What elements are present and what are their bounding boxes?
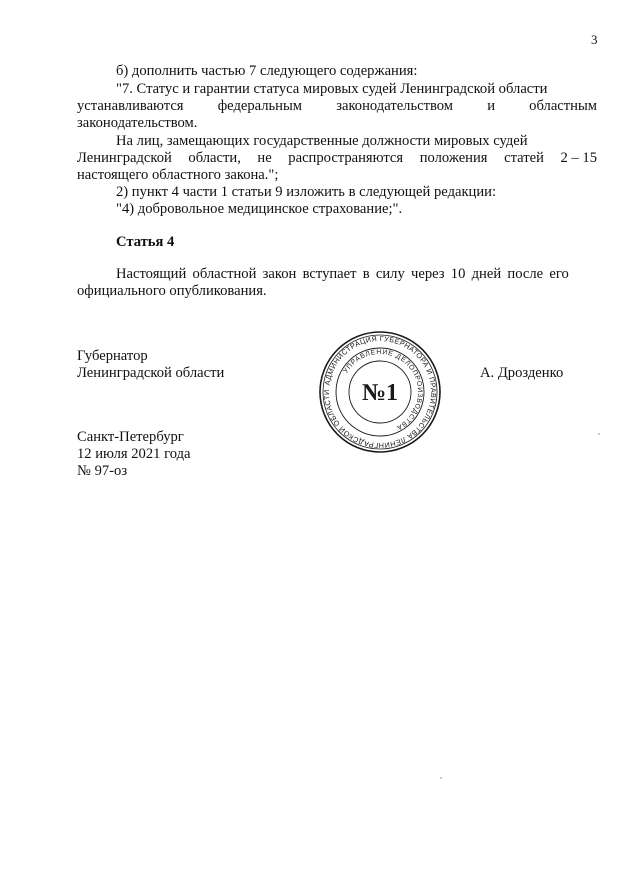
paragraph-part7-line3: законодательством. [77,115,198,131]
page-number: 3 [591,32,598,47]
paragraph-entry-force-line2: официального опубликования. [77,283,267,299]
footer-law-number: № 97-оз [77,463,128,479]
paragraph-persons-line3: настоящего областного закона."; [77,167,279,183]
paragraph-insurance: "4) добровольное медицинское страхование;". [116,201,403,217]
signatory-title-line1: Губернатор [77,348,148,364]
paragraph-point4: 2) пункт 4 части 1 статьи 9 изложить в следующей редакции: [116,184,497,200]
seal-inner-text: УПРАВЛЕНИЕ ДЕЛОПРОИЗВОДСТВА [342,348,424,432]
paragraph-amend-part7: б) дополнить частью 7 следующего содержания: [116,63,418,79]
paragraph-persons-line1: На лиц, замещающих государственные должности мировых судей [116,133,528,149]
paragraph-part7-line2: устанавливаются федеральным законодательством и областным [77,98,597,114]
paragraph-entry-force-line1: Настоящий областной закон вступает в силу через 10 дней после его [116,266,569,282]
seal-outer-text: АДМИНИСТРАЦИЯ ГУБЕРНАТОРА И ПРАВИТЕЛЬСТВА ЛЕНИНГРАДСКОЙ ОБЛАСТИ [321,333,439,451]
signatory-name: А. Дрозденко [480,365,564,381]
paragraph-persons-line2: Ленинградской области, не распространяются положения статей 2 – 15 [77,150,597,166]
signatory-title-line2: Ленинградской области [77,365,225,381]
article-heading: Статья 4 [116,234,175,250]
footer-city: Санкт-Петербург [77,429,184,445]
scan-speck [440,777,442,779]
seal-center-number: №1 [361,380,399,406]
footer-date: 12 июля 2021 года [77,446,191,462]
official-seal [318,330,442,454]
scan-speck [598,433,600,435]
paragraph-part7-line1: "7. Статус и гарантии статуса мировых судей Ленинградской области [116,81,548,97]
